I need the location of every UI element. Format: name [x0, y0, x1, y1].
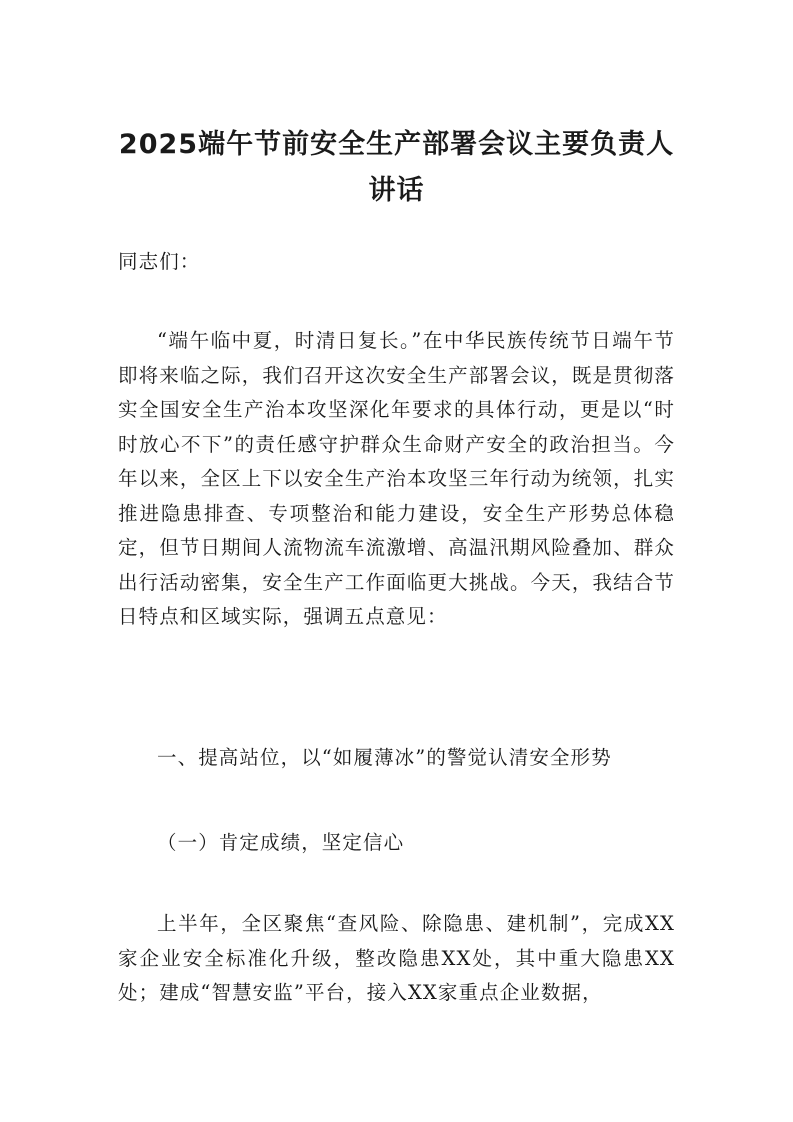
salutation: 同志们：: [118, 250, 201, 273]
paragraph-intro: “端午临中夏，时清日复长。”在中华民族传统节日端午节即将来临之际，我们召开这次安全生产部署会议，既是贯彻落实全国安全生产治本攻坚深化年要求的具体行动，更是以“时时放心不下”的责任感守护群众生命财产安全的政治担当。今年以来，全区上下以安全生产治本攻坚三年行动为统领，扎实推进隐患排查、专项整治和能力建设，安全生产形势总体稳定，但节日期间人流物流车流激增、高温汛期风险叠加、群众出行活动密集，安全生产工作面临更大挑战。今天，我结合节日特点和区域实际，强调五点意见：: [118, 329, 675, 628]
document-title: 2025端午节前安全生产部署会议主要负责人讲话: [118, 129, 675, 206]
section-heading-1: 一、提高站位，以“如履薄冰”的警觉认清安全形势: [157, 746, 612, 769]
subsection-heading-1: （一）肯定成绩，坚定信心: [157, 831, 405, 854]
paragraph-achievements: 上半年，全区聚焦“查风险、除隐患、建机制”，完成XX家企业安全标准化升级，整改隐患XX处，其中重大隐患XX处；建成“智慧安监”平台，接入XX家重点企业数据，: [118, 912, 675, 1004]
